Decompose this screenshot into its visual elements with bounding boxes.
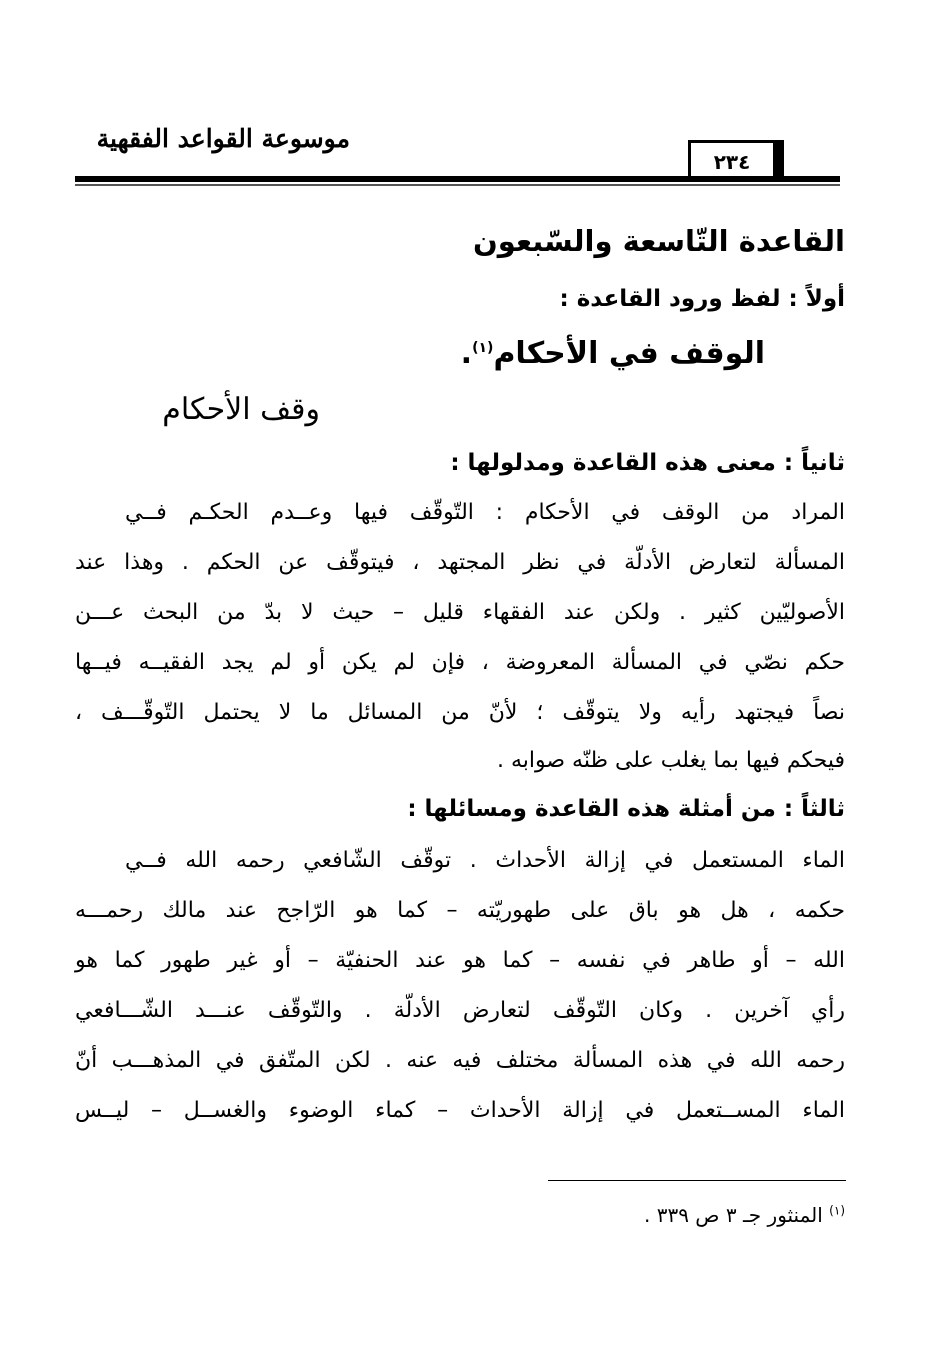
rule-text-end: . bbox=[460, 336, 473, 371]
footnote bbox=[644, 1203, 845, 1227]
part2-line-6: فيحكم فيها بما يغلب على ظنّه صوابه . bbox=[496, 748, 845, 773]
page-number: ٢٣٤ bbox=[688, 140, 776, 180]
part2-line-2: المسألة لتعارض الأدلّة في نظر المجتهد ، فيتوقّف عن الحكم . وهذا عند bbox=[75, 550, 845, 575]
part1-heading: أولاً : لفظ ورود القاعدة : bbox=[559, 286, 845, 312]
calligraphy-text: وقف الأحكام bbox=[162, 392, 320, 427]
book-title: موسوعة القواعد الفقهية bbox=[96, 124, 350, 153]
rule-footnote-mark: (١) bbox=[472, 340, 494, 356]
rule-text-main: الوقف في الأحكام bbox=[493, 336, 765, 371]
section-title: القاعدة التّاسعة والسّبعون bbox=[472, 224, 845, 258]
part3-line-4: رأي آخرين . وكان التّوقّف لتعارض الأدلّة . والتّوقّف عنـــد الشّـــافعي bbox=[75, 998, 845, 1023]
page-number-shadow bbox=[776, 140, 784, 180]
part3-line-3: الله – أو طاهر في نفسه – كما هو عند الحنفيّة – أو غير طهور كما هو bbox=[75, 948, 845, 973]
footnote-rule bbox=[548, 1180, 846, 1181]
part3-line-1: الماء المستعمل في إزالة الأحداث . توقّف الشّافعي رحمه الله فــي bbox=[125, 848, 845, 873]
part2-line-3: الأصوليّين كثير . ولكن عند الفقهاء قليل – حيث لا بدّ من البحث عـــن bbox=[75, 600, 845, 625]
part2-heading: ثانياً : معنى هذه القاعدة ومدلولها : bbox=[450, 450, 845, 476]
part2-line-1: المراد من الوقف في الأحكام : التّوقّف فيها وعــدم الحكـم فــي bbox=[125, 500, 845, 525]
footnote-mark: (١) bbox=[829, 1203, 845, 1218]
rule-text bbox=[461, 336, 765, 371]
header-rule-thin bbox=[75, 184, 840, 186]
part3-line-6: الماء المســتعمل في إزالة الأحداث – كماء الوضوء والغســل – ليــس bbox=[75, 1098, 845, 1123]
part3-line-5: رحمه الله في هذه المسألة مختلف فيه عنه . لكن المتّفق في المذهـــب أنّ bbox=[75, 1048, 845, 1073]
header-rule-thick bbox=[75, 176, 840, 182]
part2-line-5: نصاً فيجتهد رأيه ولا يتوقّف ؛ لأنّ من المسائل ما لا يحتمل التّوقّـــف ، bbox=[75, 700, 845, 725]
part3-line-2: حكمه ، هل هو باق على طهوريّته – كما هو الرّاجح عند مالك رحمـــه bbox=[75, 898, 845, 923]
part3-heading: ثالثاً : من أمثلة هذه القاعدة ومسائلها : bbox=[407, 796, 845, 822]
part2-line-4: حكم نصّي في المسألة المعروضة ، فإن لم يكن أو لم يجد الفقيــه فيــها bbox=[75, 650, 845, 675]
footnote-text: المنثور جـ ٣ ص ٣٣٩ . bbox=[643, 1203, 823, 1227]
